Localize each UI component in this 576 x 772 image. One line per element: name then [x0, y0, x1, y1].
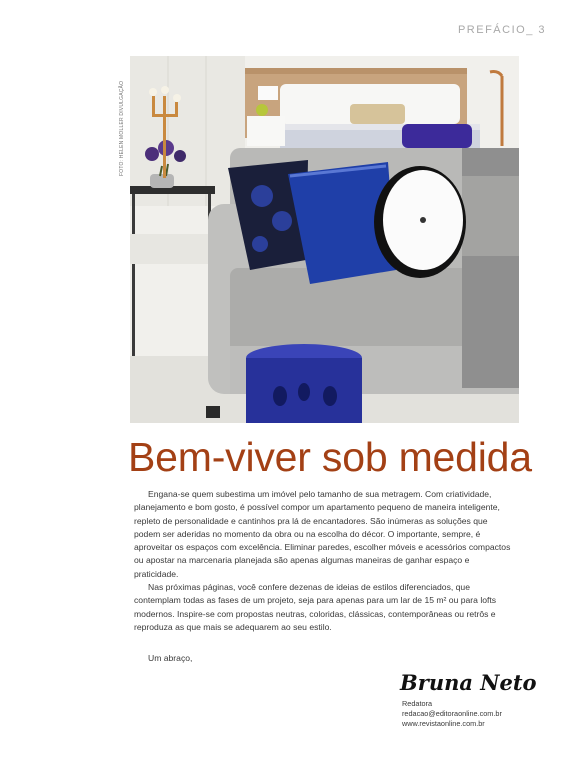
section-header: PREFÁCIO_ 3	[457, 24, 546, 36]
contact-info	[402, 699, 502, 729]
sign-off: Um abraço,	[148, 653, 193, 663]
contact-email: redacao@editoraonline.com.br	[402, 709, 502, 718]
living-room-illustration	[130, 56, 519, 423]
living-room-photo	[130, 56, 519, 423]
paragraph: Engana-se quem subestima um imóvel pelo tamanho de sua metragem. Com criatividade, planejamento e bom gosto, é possível compor um apartamento pequeno de maneira inteligente, repleto de personalidade e cantinhos pra lá de encantadores. São inúmeras as soluções que podem ser aderidas no momento da obra ou na escolha do décor. O importante, sempre, é aproveitar os espaços com excelência. Eliminar paredes, escolher móveis e acessórios compactos ou apostar na marcenaria planejada são apenas algumas maneiras de ganhar espaço e praticidade.	[134, 489, 511, 579]
photo-credit: FOTO: HELEN MOLLER DIVULGAÇÃO	[119, 80, 125, 176]
page-title: Bem-viver sob medida	[128, 434, 532, 480]
signature: Bruna Neto	[400, 670, 537, 695]
contact-website: www.revistaonline.com.br	[402, 719, 485, 728]
author-role: Redatora	[402, 699, 433, 708]
body-text	[134, 488, 514, 634]
paragraph: Nas próximas páginas, você confere dezenas de ideias de estilos diferenciados, que contemplam todas as fases de um projeto, seja para apenas para um lar de 15 m² ou para lofts modernos. Inspire-se com propostas neutras, coloridas, clássicas, contemporâneas ou retrôs e reproduza as que mais se adequarem ao seu estilo.	[134, 582, 497, 632]
